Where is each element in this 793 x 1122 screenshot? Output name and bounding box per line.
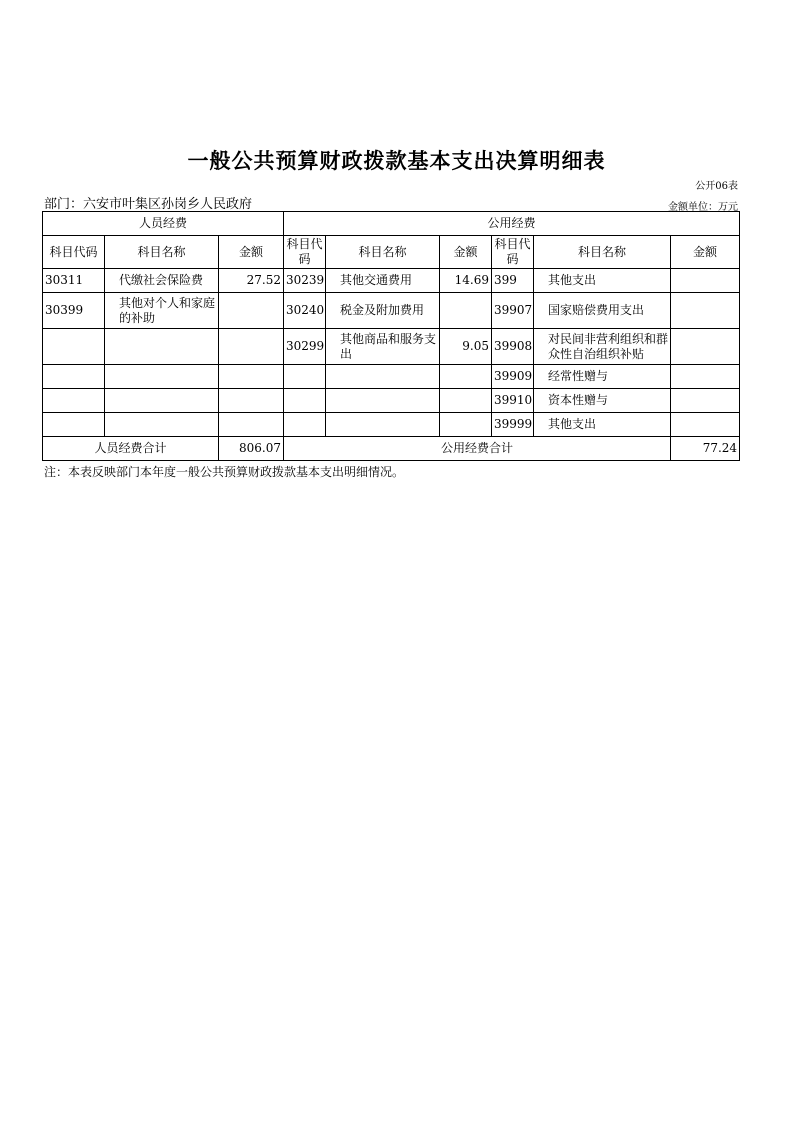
cell-code: 39999 xyxy=(492,413,534,437)
cell-name: 其他支出 xyxy=(534,269,671,293)
cell-code: 39909 xyxy=(492,365,534,389)
col-header: 科目名称 xyxy=(534,236,671,269)
cell-name: 对民间非营利组织和群众性自治组织补贴 xyxy=(534,329,671,365)
group-header-row xyxy=(43,212,740,236)
cell-code: 30399 xyxy=(43,293,105,329)
cell-name xyxy=(105,329,219,365)
cell-amount xyxy=(219,389,284,413)
cell-amount xyxy=(219,365,284,389)
col-header: 金额 xyxy=(671,236,740,269)
cell-code xyxy=(43,329,105,365)
cell-name xyxy=(326,389,440,413)
col-header: 科目名称 xyxy=(105,236,219,269)
col-header: 科目代码 xyxy=(492,236,534,269)
cell-amount xyxy=(219,293,284,329)
cell-amount xyxy=(440,389,492,413)
cell-amount xyxy=(440,413,492,437)
table-row xyxy=(43,329,740,365)
totals-row xyxy=(43,437,740,461)
cell-amount xyxy=(440,365,492,389)
cell-name xyxy=(105,389,219,413)
cell-name: 其他交通费用 xyxy=(326,269,440,293)
cell-code: 30239 xyxy=(284,269,326,293)
cell-code: 30240 xyxy=(284,293,326,329)
cell-code: 39910 xyxy=(492,389,534,413)
cell-amount xyxy=(440,293,492,329)
cell-name xyxy=(326,413,440,437)
cell-name xyxy=(105,413,219,437)
cell-code xyxy=(284,389,326,413)
table-row xyxy=(43,365,740,389)
personnel-total-value: 806.07 xyxy=(219,437,284,461)
column-header-row xyxy=(43,236,740,269)
cell-amount xyxy=(671,269,740,293)
table-row xyxy=(43,413,740,437)
table-row xyxy=(43,293,740,329)
cell-name: 税金及附加费用 xyxy=(326,293,440,329)
cell-code: 39908 xyxy=(492,329,534,365)
cell-code xyxy=(284,365,326,389)
form-number: 公开06表 xyxy=(695,181,738,192)
group-personnel: 人员经费 xyxy=(43,212,284,236)
table-row xyxy=(43,389,740,413)
cell-amount xyxy=(219,413,284,437)
col-header: 金额 xyxy=(440,236,492,269)
cell-amount: 27.52 xyxy=(219,269,284,293)
cell-name: 其他支出 xyxy=(534,413,671,437)
cell-code: 30299 xyxy=(284,329,326,365)
cell-name xyxy=(326,365,440,389)
cell-code xyxy=(43,413,105,437)
col-header: 科目代码 xyxy=(43,236,105,269)
cell-amount xyxy=(671,365,740,389)
cell-code xyxy=(43,365,105,389)
col-header: 金额 xyxy=(219,236,284,269)
amount-unit: 金额单位：万元 xyxy=(668,202,738,213)
cell-code xyxy=(43,389,105,413)
cell-code: 30311 xyxy=(43,269,105,293)
cell-name: 资本性赠与 xyxy=(534,389,671,413)
cell-amount xyxy=(671,413,740,437)
cell-name: 国家赔偿费用支出 xyxy=(534,293,671,329)
table-row xyxy=(43,269,740,293)
group-public: 公用经费 xyxy=(284,212,740,236)
cell-amount: 9.05 xyxy=(440,329,492,365)
cell-code xyxy=(284,413,326,437)
cell-name xyxy=(105,365,219,389)
personnel-total-label: 人员经费合计 xyxy=(43,437,219,461)
col-header: 科目代码 xyxy=(284,236,326,269)
cell-amount xyxy=(671,389,740,413)
cell-amount xyxy=(671,293,740,329)
expenditure-table xyxy=(42,211,740,461)
col-header: 科目名称 xyxy=(326,236,440,269)
cell-code: 399 xyxy=(492,269,534,293)
cell-code: 39907 xyxy=(492,293,534,329)
public-total-label: 公用经费合计 xyxy=(284,437,671,461)
department-label: 部门：六安市叶集区孙岗乡人民政府 xyxy=(44,197,253,212)
public-total-value: 77.24 xyxy=(671,437,740,461)
cell-amount xyxy=(671,329,740,365)
cell-name: 代缴社会保险费 xyxy=(105,269,219,293)
cell-amount xyxy=(219,329,284,365)
table-note: 注：本表反映部门本年度一般公共预算财政拨款基本支出明细情况。 xyxy=(44,465,405,479)
cell-name: 经常性赠与 xyxy=(534,365,671,389)
cell-name: 其他对个人和家庭的补助 xyxy=(105,293,219,329)
cell-amount: 14.69 xyxy=(440,269,492,293)
cell-name: 其他商品和服务支出 xyxy=(326,329,440,365)
page-title: 一般公共预算财政拨款基本支出决算明细表 xyxy=(187,148,606,173)
